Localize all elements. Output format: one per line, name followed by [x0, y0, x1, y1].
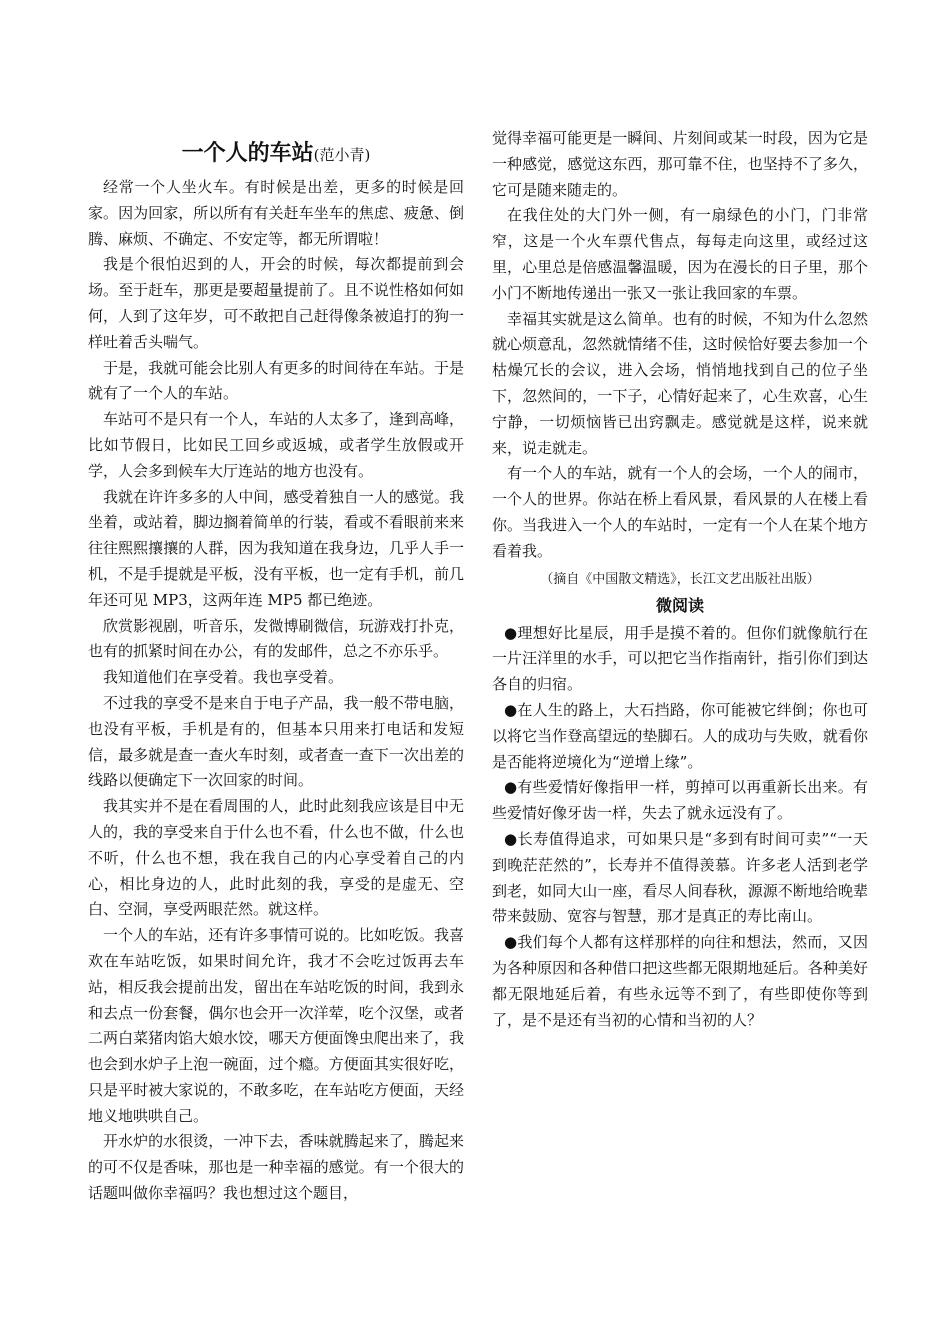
- paragraph: 我其实并不是在看周围的人，此时此刻我应该是目中无人的，我的享受来自于什么也不看，什么也不做，什么也不听，什么也不想，我在我自己的内心享受着自己的内心，相比身边的人，此时此刻的我，享受的是虚无、空白、空洞，享受两眼茫然。就这样。: [88, 797, 464, 919]
- paragraph: 于是，我就可能会比别人有更多的时间待在车站。于是就有了一个人的车站。: [88, 358, 464, 403]
- paragraph: 在我住处的大门外一侧，有一扇绿色的小门，门非常窄，这是一个火车票代售点，每每走向这里，或经过这里，心里总是倍感温馨温暖，因为在漫长的日子里，那个小门不断地传递出一张又一张让我回家的车票。: [492, 206, 868, 302]
- micro-reading-item: ●长寿值得追求，可如果只是“多到有时间可卖”“一天到晚茫茫然的”，长寿并不值得羡慕。许多老人活到老学到老，如同大山一座，看尽人间春秋，源源不断地给晚辈带来鼓励、宽容与智慧，那才是真正的寿比南山。: [492, 829, 868, 926]
- paragraph: 我是个很怕迟到的人，开会的时候，每次都提前到会场。至于赶车，那更是要超量提前了。且不说性格如何如何，人到了这年岁，可不敢把自己赶得像条被追打的狗一样吐着舌头喘气。: [88, 255, 464, 351]
- paragraph: 开水炉的水很烫，一冲下去，香味就腾起来了，腾起来的可不仅是香味，那也是一种幸福的感觉。有一个很大的话题叫做你幸福吗？我也想过这个题目，: [88, 1132, 464, 1203]
- article-title: 一个人的车站: [181, 140, 314, 166]
- micro-reading-item: ●我们每个人都有这样那样的向往和想法，然而，又因为各种原因和各种借口把这些都无限期地延后。各种美好都无限地延后着，有些永远等不到了，有些即使你等到了，是不是还有当初的心情和当初的人？: [492, 933, 868, 1029]
- article-author: (范小青): [313, 146, 371, 164]
- micro-reading-item: ●在人生的路上，大石挡路，你可能被它绊倒；你也可以将它当作登高望远的垫脚石。人的成功与失败，就看你是否能将逆境化为“逆增上缘”。: [492, 700, 868, 771]
- micro-reading-item: ●有些爱情好像指甲一样，剪掉可以再重新长出来。有些爱情好像牙齿一样，失去了就永远没有了。: [492, 778, 868, 823]
- paragraph: 我就在许许多多的人中间，感受着独自一人的感觉。我坐着，或站着，脚边搁着简单的行装，看或不看眼前来来往往熙熙攘攘的人群，因为我知道在我身边，几乎人手一机，不是手提就是平板，没有平板，也一定有手机，前几年还可见 MP3，这两年连 MP5 都已绝迹。: [88, 487, 464, 609]
- paragraph: 不过我的享受不是来自于电子产品，我一般不带电脑，也没有平板，手机是有的，但基本只用来打电话和发短信，最多就是查一查火车时刻，或者查一查下一次出差的线路以便确定下一次回家的时间。: [88, 693, 464, 790]
- paragraph: 幸福其实就是这么简单。也有的时候，不知为什么忽然就心烦意乱，忽然就情绪不佳，这时候恰好要去参加一个枯燥冗长的会议，进入会场，悄悄地找到自己的位子坐下，忽然间的，一下子，心情好起来了，心生欢喜，心生宁静，一切烦恼皆已出窍飘走。感觉就是这样，说来就来，说走就走。: [492, 309, 868, 457]
- paragraph: 有一个人的车站，就有一个人的会场，一个人的闹市，一个人的世界。你站在桥上看风景，看风景的人在楼上看你。当我进入一个人的车站时，一定有一个人在某个地方看着我。: [492, 464, 868, 560]
- paragraph: 经常一个人坐火车。有时候是出差，更多的时候是回家。因为回家，所以所有有关赶车坐车的焦虑、疲惫、倒腾、麻烦、不确定、不安定等，都无所谓啦！: [88, 178, 464, 248]
- article-title-block: [88, 136, 464, 172]
- paragraph: 车站可不是只有一个人，车站的人太多了，逢到高峰，比如节假日，比如民工回乡或返城，或者学生放假或开学，人会多到候车大厅连站的地方也没有。: [88, 410, 464, 480]
- micro-reading-item: ●理想好比星辰，用手是摸不着的。但你们就像航行在一片汪洋里的水手，可以把它当作指南针，指引你们到达各自的归宿。: [492, 623, 868, 694]
- paragraph: 我知道他们在享受着。我也享受着。: [103, 668, 344, 687]
- right-column: [492, 126, 868, 1033]
- paragraph: 欣赏影视剧，听音乐，发微博刷微信，玩游戏打扑克，也有的抓紧时间在办公，有的发邮件，总之不亦乐乎。: [88, 616, 464, 661]
- micro-reading-heading: 微阅读: [655, 595, 704, 615]
- paragraph-continuation: 觉得幸福可能更是一瞬间、片刻间或某一时段，因为它是一种感觉，感觉这东西，那可靠不住，也坚持不了多久，它可是随来随走的。: [492, 129, 868, 199]
- paragraph: 一个人的车站，还有许多事情可说的。比如吃饭。我喜欢在车站吃饭，如果时间允许，我才不会吃过饭再去车站，相反我会提前出发，留出在车站吃饭的时间，我到永和去点一份套餐，偶尔也会开一次洋荤，吃个汉堡，或者二两白菜猪肉馅大娘水饺，哪天方便面馋虫爬出来了，我也会到水炉子上泡一碗面，过个瘾。方便面其实很好吃，只是平时被大家说的，不敢多吃，在车站吃方便面，天经地义地哄哄自己。: [88, 926, 464, 1125]
- left-column: [88, 126, 464, 1207]
- source-citation: （摘自《中国散文精选》，长江文艺出版社出版）: [540, 571, 820, 587]
